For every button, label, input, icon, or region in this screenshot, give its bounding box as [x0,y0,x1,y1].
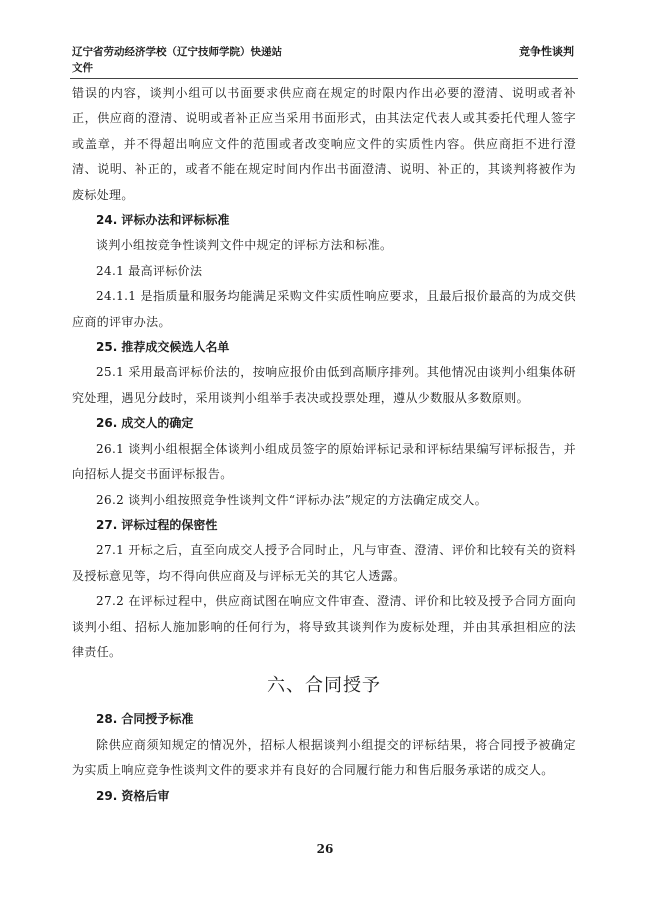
heading-24: 24. 评标办法和评标标准 [96,213,230,228]
paragraph-24-intro: 谈判小组按竞争性谈判文件中规定的评标方法和标准。 [96,238,393,253]
paragraph-27-1: 27.1 开标之后，直至向成交人授予合同时止，凡与审查、澄清、评价和比较有关的资料及授标意见等，均不得向供应商及与评标无关的其它人透露。 [72,543,576,583]
paragraph-clarification: 错误的内容，谈判小组可以书面要求供应商在规定的时限内作出必要的澄清、说明或者补正，供应商的澄清、说明或者补正应当采用书面形式，由其法定代表人或其委托代理人签字或盖章，并不得超出响应文件的范围或者改变响应文件的实质性内容。供应商拒不进行澄清、说明、补正的，或者不能在规定时间内作出书面澄清、说明、补正的，其谈判将被作为废标处理。 [72,86,576,202]
paragraph-24-1: 24.1 最高评标价法 [96,263,203,278]
header-school-name: 辽宁省劳动经济学校（辽宁技师学院）快递站 [72,46,282,58]
header-school-name-cont: 文件 [72,62,93,74]
paragraph-25-1: 25.1 采用最高评标价法的，按响应报价由低到高顺序排列。其他情况由谈判小组集体研究处理，遇见分歧时，采用谈判小组举手表决或投票处理，遵从少数服从多数原则。 [72,365,576,405]
paragraph-28: 除供应商须知规定的情况外，招标人根据谈判小组提交的评标结果，将合同授予被确定为实质上响应竞争性谈判文件的要求并有良好的合同履行能力和售后服务承诺的成交人。 [72,737,576,778]
page-number: 26 [316,842,334,856]
section-title-contract-award: 六、合同授予 [267,675,381,697]
running-header-left [72,44,372,76]
heading-26: 26. 成交人的确定 [96,416,194,431]
heading-27: 27. 评标过程的保密性 [96,517,218,532]
heading-25: 25. 推荐成交候选人名单 [96,340,230,355]
paragraph-26-2: 26.2 谈判小组按照竞争性谈判文件“评标办法”规定的方法确定成交人。 [96,492,488,507]
running-header-right: 竞争性谈判 [519,45,574,58]
heading-28: 28. 合同授予标准 [96,712,194,727]
document-body [72,81,576,809]
heading-29: 29. 资格后审 [96,788,170,803]
header-rule [70,78,578,79]
paragraph-27-2: 27.2 在评标过程中，供应商试图在响应文件审查、澄清、评价和比较及授予合同方面向谈判小组、招标人施加影响的任何行为，将导致其谈判作为废标处理，并由其承担相应的法律责任。 [72,594,576,659]
paragraph-26-1: 26.1 谈判小组根据全体谈判小组成员签字的原始评标记录和评标结果编写评标报告，并向招标人提交书面评标报告。 [72,441,576,482]
paragraph-24-1-1: 24.1.1 是指质量和服务均能满足采购文件实质性响应要求，且最后报价最高的为成交供应商的评审办法。 [72,289,576,329]
